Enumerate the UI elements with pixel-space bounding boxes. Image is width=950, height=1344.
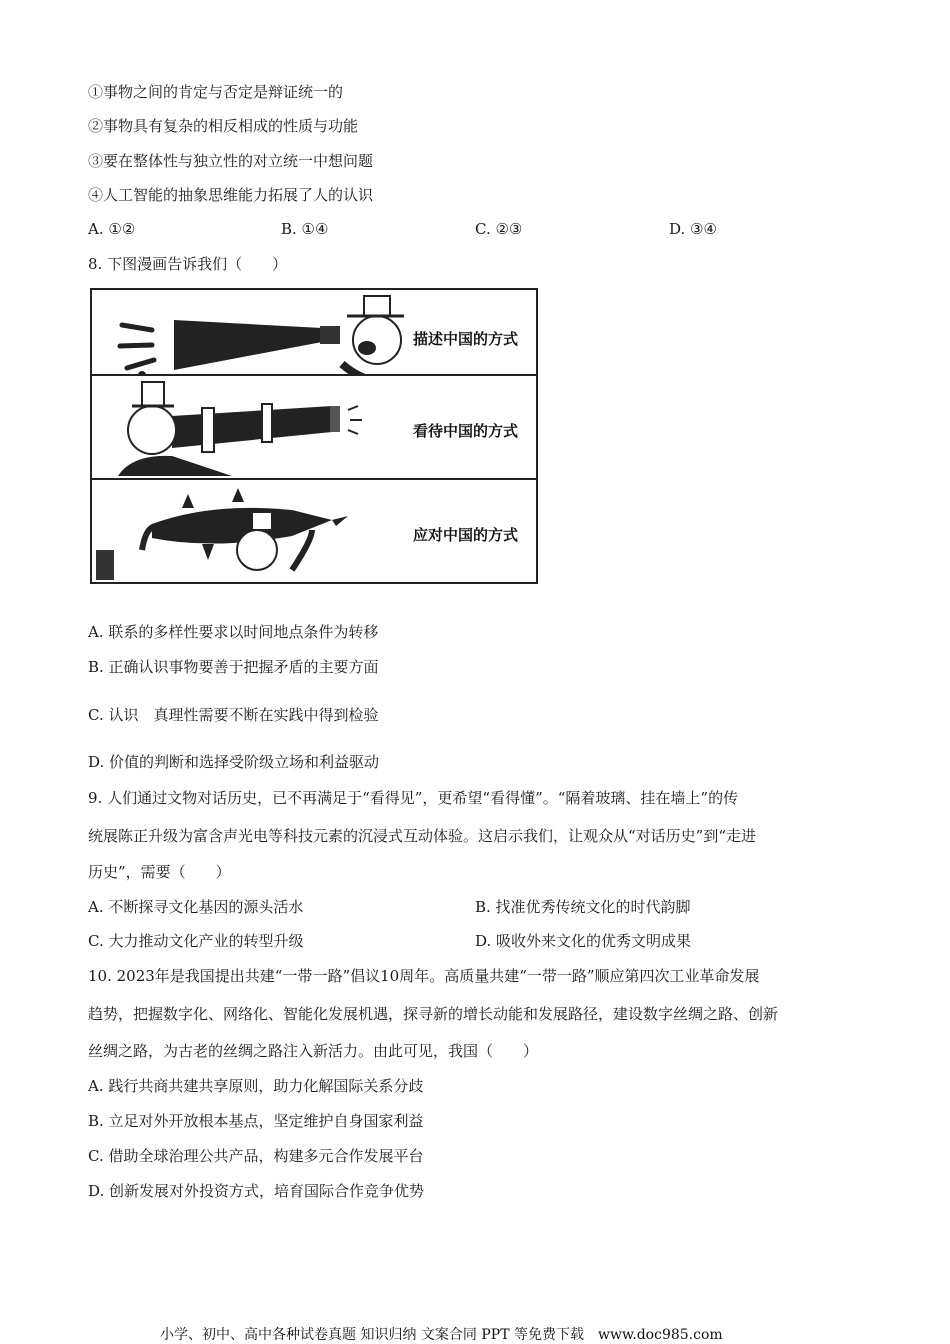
q7-option-b: B. ①④ [281,220,329,238]
q8-stem: 8. 下图漫画告诉我们（ ） [88,255,288,273]
q9-option-d: D. 吸收外来文化的优秀文明成果 [475,932,692,950]
footer-url-link[interactable]: www.doc985.com [597,1327,723,1343]
q8-cartoon [90,288,540,584]
q10-stem-line-2: 趋势，把握数字化、网络化、智能化发展机遇，探寻新的增长动能和发展路径，建设数字丝绸之路、创新 [88,1005,779,1023]
caption-respond: 应对中国的方式 [412,526,518,544]
cartoon-panel-describe [90,288,538,386]
q7-statement-2: ②事物具有复杂的相反相成的性质与功能 [88,117,359,135]
q10-stem-line-3: 丝绸之路，为古老的丝绸之路注入新活力。由此可见，我国（ ） [88,1042,539,1060]
footer-text: 小学、初中、高中各种试卷真题 知识归纳 文案合同 PPT 等免费下载 [160,1327,584,1343]
q7-statement-1: ①事物之间的肯定与否定是辩证统一的 [88,83,344,101]
caption-view: 看待中国的方式 [412,422,518,440]
q9-option-c: C. 大力推动文化产业的转型升级 [88,932,304,950]
cartoon-panel-respond [90,478,538,584]
q8-option-b: B. 正确认识事物要善于把握矛盾的主要方面 [88,658,379,676]
q8-option-c: C. 认识 真理性需要不断在实践中得到检验 [88,706,379,724]
q10-option-a: A. 践行共商共建共享原则，助力化解国际关系分歧 [88,1077,424,1095]
q7-option-d: D. ③④ [669,220,717,238]
q10-option-b: B. 立足对外开放根本基点，坚定维护自身国家利益 [88,1112,424,1130]
q9-stem-line-2: 统展陈正升级为富含声光电等科技元素的沉浸式互动体验。这启示我们，让观众从“对话历史”到“走进 [88,827,757,845]
q9-stem-line-3: 历史”，需要（ ） [88,863,231,881]
q10-stem-line-1: 10. 2023年是我国提出共建“一带一路”倡议10周年。高质量共建“一带一路”顺应第四次工业革命发展 [88,967,760,985]
q9-stem-line-1: 9. 人们通过文物对话历史，已不再满足于“看得见”，更希望“看得懂”。“隔着玻璃、挂在墙上”的传 [88,789,739,807]
q8-option-a: A. 联系的多样性要求以时间地点条件为转移 [88,623,379,641]
page-footer [160,1324,723,1344]
q10-option-c: C. 借助全球治理公共产品，构建多元合作发展平台 [88,1147,424,1165]
caption-describe: 描述中国的方式 [412,330,518,348]
q7-option-a: A. ①② [88,220,136,238]
q7-statement-3: ③要在整体性与独立性的对立统一中想问题 [88,152,374,170]
q9-option-a: A. 不断探寻文化基因的源头活水 [88,898,304,916]
q7-option-c: C. ②③ [475,220,523,238]
q8-option-d: D. 价值的判断和选择受阶级立场和利益驱动 [88,753,380,771]
q7-statement-4: ④人工智能的抽象思维能力拓展了人的认识 [88,186,374,204]
cartoon-panel-view [90,374,538,480]
q9-option-b: B. 找准优秀传统文化的时代韵脚 [475,898,691,916]
q10-option-d: D. 创新发展对外投资方式，培育国际合作竞争优势 [88,1182,425,1200]
